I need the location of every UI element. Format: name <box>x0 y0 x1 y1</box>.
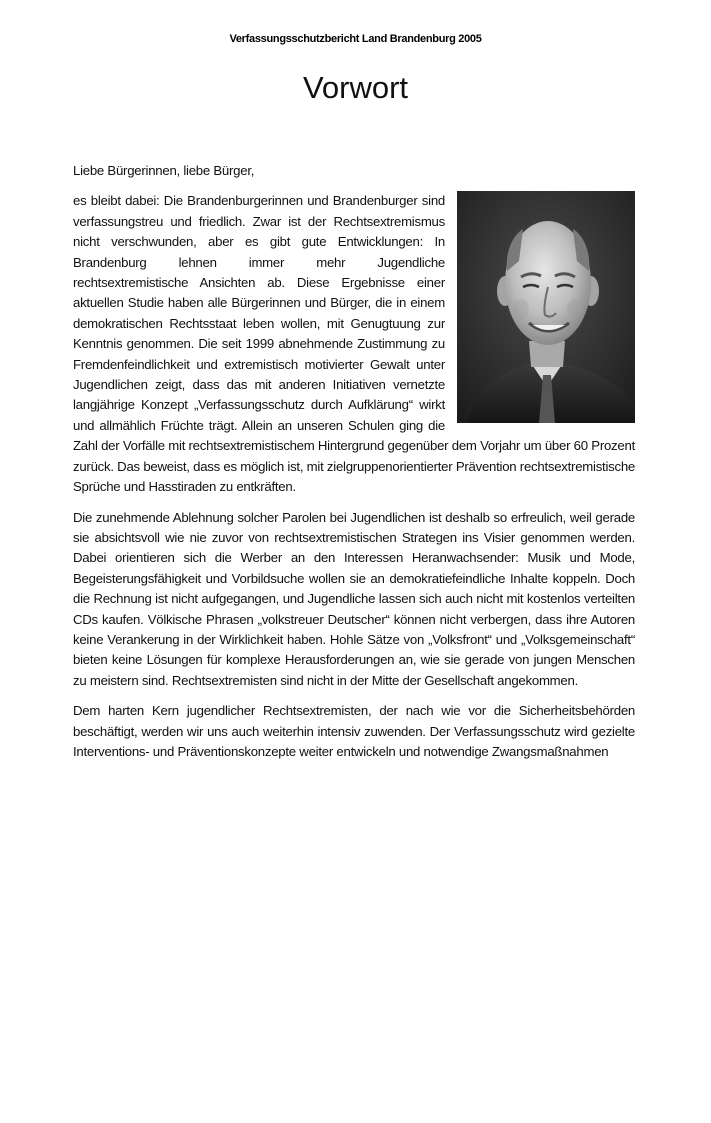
body-text <box>73 161 635 772</box>
salutation: Liebe Bürgerinnen, liebe Bürger, <box>73 163 255 178</box>
running-header: Verfassungsschutzbericht Land Brandenburg 2005 <box>229 33 482 45</box>
paragraph-2: Die zunehmende Ablehnung solcher Parolen bei Jugendlichen ist deshalb so erfreulich, weil gerade sie absichtsvoll wie nie zuvor von rechtsextremistischen Strategen ins Visier genommen werden. Dabei orientieren sich die Werber an den Interessen Heranwachsender: Musik und Mode, Begeisterungsfähigkeit und Vorbildsuche wollen sie an demokratiefeindliche Inhalte koppeln. Doch die Rechnung ist nicht aufgegangen, und Jugendliche lassen sich auch nicht mit kostenlos verteilten CDs kaufen. Völkische Phrasen „volkstreuer Deutscher“ können nicht verbergen, dass ihre Autoren keine Verankerung in der Wirklichkeit haben. Hohle Sätze von „Volksfront“ und „Volksgemeinschaft“ bieten keine Lösungen für komplexe Herausforderungen an, wie sie gerade von jungen Menschen zu meistern sind. Rechtsextremisten sind nicht in der Mitte der Gesellschaft angekommen. <box>73 509 635 688</box>
author-portrait-photo <box>457 191 635 423</box>
page-title: Vorwort <box>302 70 409 105</box>
paragraph-3: Dem harten Kern jugendlicher Rechtsextremisten, der nach wie vor die Sicherheitsbehörden beschäftigt, werden wir uns auch weiterhin intensiv zuwenden. Der Verfassungsschutz wird gezielte Interventions- und Präventionskonzepte weiter entwickeln und notwendige Zwangsmaßnahmen <box>73 703 635 759</box>
paragraph-1: es bleibt dabei: Die Brandenburgerinnen und Brandenburger sind verfassungstreu und friedlich. Zwar ist der Rechtsextremismus nicht verschwunden, aber es gibt gute Entwicklungen: In Brandenburg lehnen immer mehr Jugendliche rechtsextremistische Ansichten ab. Diese Ergebnisse einer aktuellen Studie haben alle Bürgerinnen und Bürger, die in einem demokratischen Rechtsstaat leben wollen, mit Genugtuung zur Kenntnis genommen. Die seit 1999 abnehmende Zustimmung zu Fremdenfeindlichkeit und extremistisch motivierter Gewalt unter Jugendlichen zeigt, dass das mit anderen Initiativen vernetzte langjährige Konzept „Verfassungsschutz durch Aufklärung“ wirkt und allmählich Früchte trägt. Allein an unseren Schulen ging die Zahl der Vorfälle mit rechtsextremistischem Hintergrund gegenüber dem Vorjahr um über 60 Prozent zurück. Das beweist, dass es möglich ist, mit zielgruppenorientierter Prävention rechtsextremistische Sprüche und Hasstiraden zu entkräften. <box>73 193 635 495</box>
